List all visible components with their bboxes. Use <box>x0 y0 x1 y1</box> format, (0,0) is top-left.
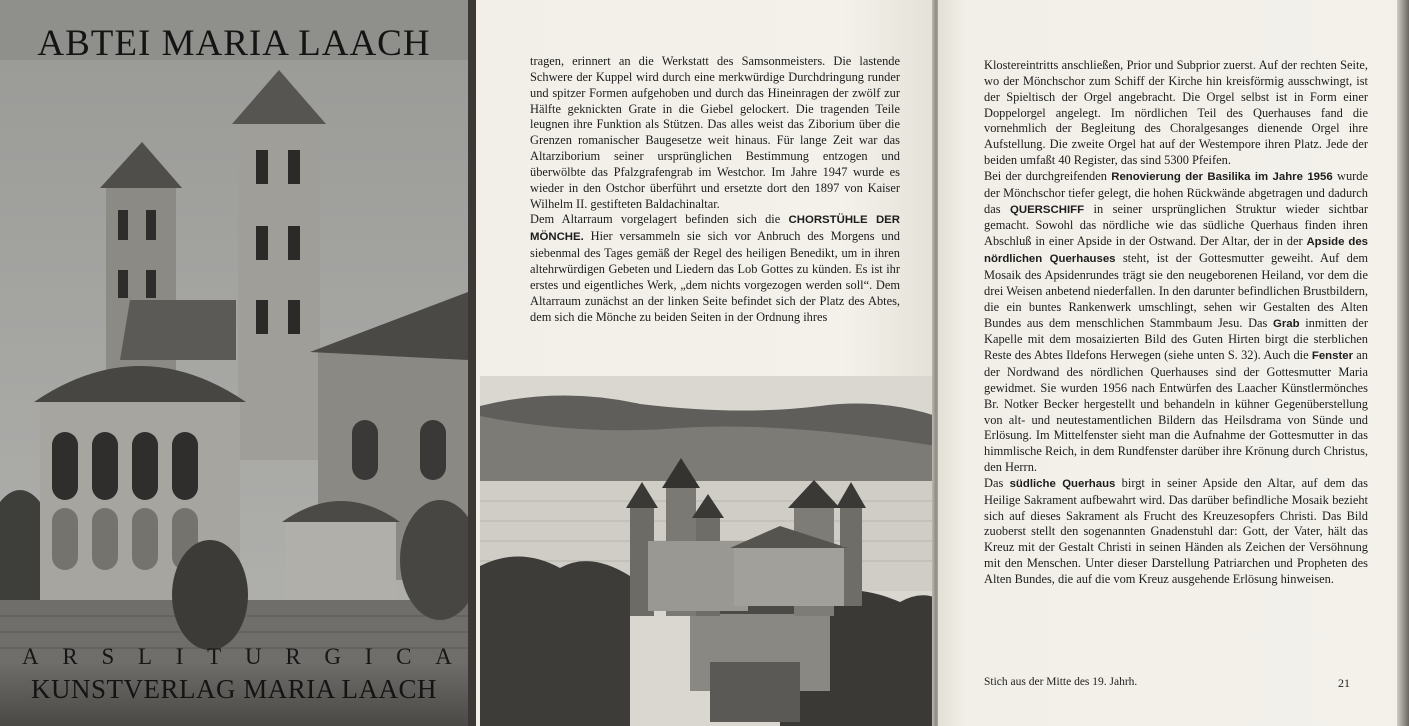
cover-series-ars-liturgica <box>22 644 452 670</box>
series-letter: C <box>396 644 412 669</box>
emphasized-term: Apside des nördlichen Querhauses <box>984 236 1368 266</box>
emphasized-term: Renovierung der Basilika im Jahre 1956 <box>1111 170 1333 183</box>
emphasized-term: CHORSTÜHLE DER MÖNCHE. <box>530 214 900 244</box>
series-letter: R <box>285 644 301 669</box>
text-run: Dem Altarraum vorgelagert befinden sich die <box>530 212 789 227</box>
emphasized-term: Fenster <box>1311 350 1354 363</box>
text-run: an der Nordwand des nördlichen Querhauses sind der Gottesmutter Maria gewidmet. Sie wurden 1956 nach Entwürfen des Laacher Künstlermönches Br. Notker Becker hergestellt und behandeln in kühner Gegenüberstellung von alt- und neutestamentlichen Bildern das Heilsdrama von Sünde und Erlösung. Im Mittelfenster sieht man die Aufnahme der Gottesmutter in das himmlische Reich, in dem Rundfenster darüber ihre Krönung durch Christus, den Herrn. <box>984 348 1368 475</box>
series-letter: T <box>207 644 222 669</box>
paragraph <box>984 169 1368 476</box>
abbey-church-photo <box>0 60 468 726</box>
booklet-edge <box>1397 0 1409 726</box>
text-run: Das <box>984 475 1010 490</box>
paragraph <box>984 476 1368 588</box>
text-run: inmitten der Kapelle mit dem mosaizierten Bild des Guten Hirten birgt die sterblichen Reste des Abtes Ildefons Herwegen (siehe unten S. 32). Auch die <box>984 315 1368 363</box>
text-run: wurde der Mönchschor tiefer gelegt, die hohen Rückwände abgetragen und dadurch das <box>984 168 1368 216</box>
cover-spread-gap <box>468 0 476 726</box>
series-letter: I <box>364 644 373 669</box>
left-page <box>476 0 936 726</box>
right-page-text <box>984 58 1368 588</box>
series-letter: A <box>435 644 452 669</box>
engraving-caption: Stich aus der Mitte des 19. Jahrh. <box>984 676 1138 688</box>
series-letter: S <box>101 644 115 669</box>
text-run: Hier versammeln sie sich vor Anbruch des Morgens und siebenmal des Tages gemäß der Regel des heiligen Benedikt, um in ihren altehrwürdigen Gebeten und Liedern das Lob Gottes zu künden. Es ist ihr erstes und eigentliches Werk, „dem nichts vorgezogen werden soll“. Dem Altarraum zunächst an der linken Seite befindet sich der Platz des Abtes, dem sich die Mönche zu beiden Seiten in der Ordnung ihres <box>530 229 900 324</box>
emphasized-term: südliche Querhaus <box>1009 477 1116 490</box>
page-number: 21 <box>1338 676 1350 690</box>
series-letter: L <box>137 644 153 669</box>
text-run: Klostereintritts anschließen, Prior und Subprior zuerst. Auf der rechten Seite, wo der Mönchschor zum Schiff der Kirche hin kreisförmig ausschwingt, ist der Spieltisch der Orgel angebracht. Die Orgel selbst ist in Form einer Doppelorgel angelegt. Im nördlichen Teil des Querhauses fand die vornehmlich der Begleitung des Choralgesanges dienende Orgel ihre Aufstellung. Die zweite Orgel hat auf der Westempore ihren Platz. Jede der beiden umfaßt 40 Register, das sind 5300 Pfeifen. <box>984 58 1368 168</box>
series-letter: U <box>244 644 262 669</box>
text-run: birgt in seiner Apside den Altar, auf dem das Heilige Sakrament aufbewahrt wird. Das darüber befindliche Mosaik bezieht sich auf dieses Sakrament als Frucht des Kreuzesopfers Christi. Das Bild zuoberst stellt den sogenannten Gnadenstuhl dar: Gott, der Vater, hält das Kreuz mit der Gestalt Christi in seinen Händen als Zeichen der Versöhnung mit den Menschen. Unter dieser Darstellung Patriarchen und Propheten des Alten Bundes, die auf die vom Kreuz ausgehende Erlösung hinweisen. <box>984 475 1368 586</box>
paragraph <box>530 212 900 325</box>
text-run: steht, ist der Gottesmutter geweiht. Auf dem Mosaik des Apsidenrundes trägt sie den neugeborenen Heiland, vor dem die drei Weisen anbetend niederfallen. In den darunter befindlichen Brustbildern, die ein buntes Rankenwerk umschlingt, sehen wir Gestalten des Alten Bundes aus dem menschlichen Stammbaum Jesu. Das <box>984 251 1368 330</box>
emphasized-term: QUERSCHIFF <box>1010 203 1085 216</box>
text-run: tragen, erinnert an die Werkstatt des Samsonmeisters. Die lastende Schwere der Kuppel wird durch eine merkwürdige Durchdringung runder und spitzer Formen aufgehoben und durch das Hineinragen der zwölf zur Hälfte geknickten Grate in die Giebel gelockert. Die tragenden Teile leugnen ihre Funktion als Stützen. Das alles weist das Ziborium über die Grenzen romanischer Baugesetze weit hinaus. Für lange Zeit war das Altarziborium seiner ursprünglichen Bestimmung entzogen und überwölbte das Pfalzgrafengrab im Westchor. Im Jahre 1947 wurde es wieder in den Ostchor überführt und ersetzte dort den 1897 von Kaiser Wilhelm II. gestifteten Baldachinaltar. <box>530 54 900 211</box>
series-letter: I <box>175 644 184 669</box>
right-page <box>938 0 1397 726</box>
paragraph <box>530 54 900 212</box>
abbey-engraving-illustration <box>480 376 936 726</box>
series-letter: A <box>22 644 39 669</box>
text-run: Bei der durchgreifenden <box>984 168 1112 183</box>
cover-publisher: KUNSTVERLAG MARIA LAACH <box>30 674 437 704</box>
series-letter: R <box>62 644 78 669</box>
text-run: in seiner ursprünglichen Struktur wieder sichtbar gemacht. Sowohl das nördliche wie das südliche Querhaus finden ihren Abschluß in einer Apside in der Ostwand. Der Altar, der in der <box>984 201 1368 249</box>
cover-title: ABTEI MARIA LAACH <box>37 23 431 64</box>
booklet-cover <box>0 0 468 726</box>
emphasized-term: Grab <box>1272 317 1300 330</box>
paragraph <box>984 58 1368 169</box>
series-letter: G <box>324 644 342 669</box>
left-page-text <box>530 54 900 325</box>
